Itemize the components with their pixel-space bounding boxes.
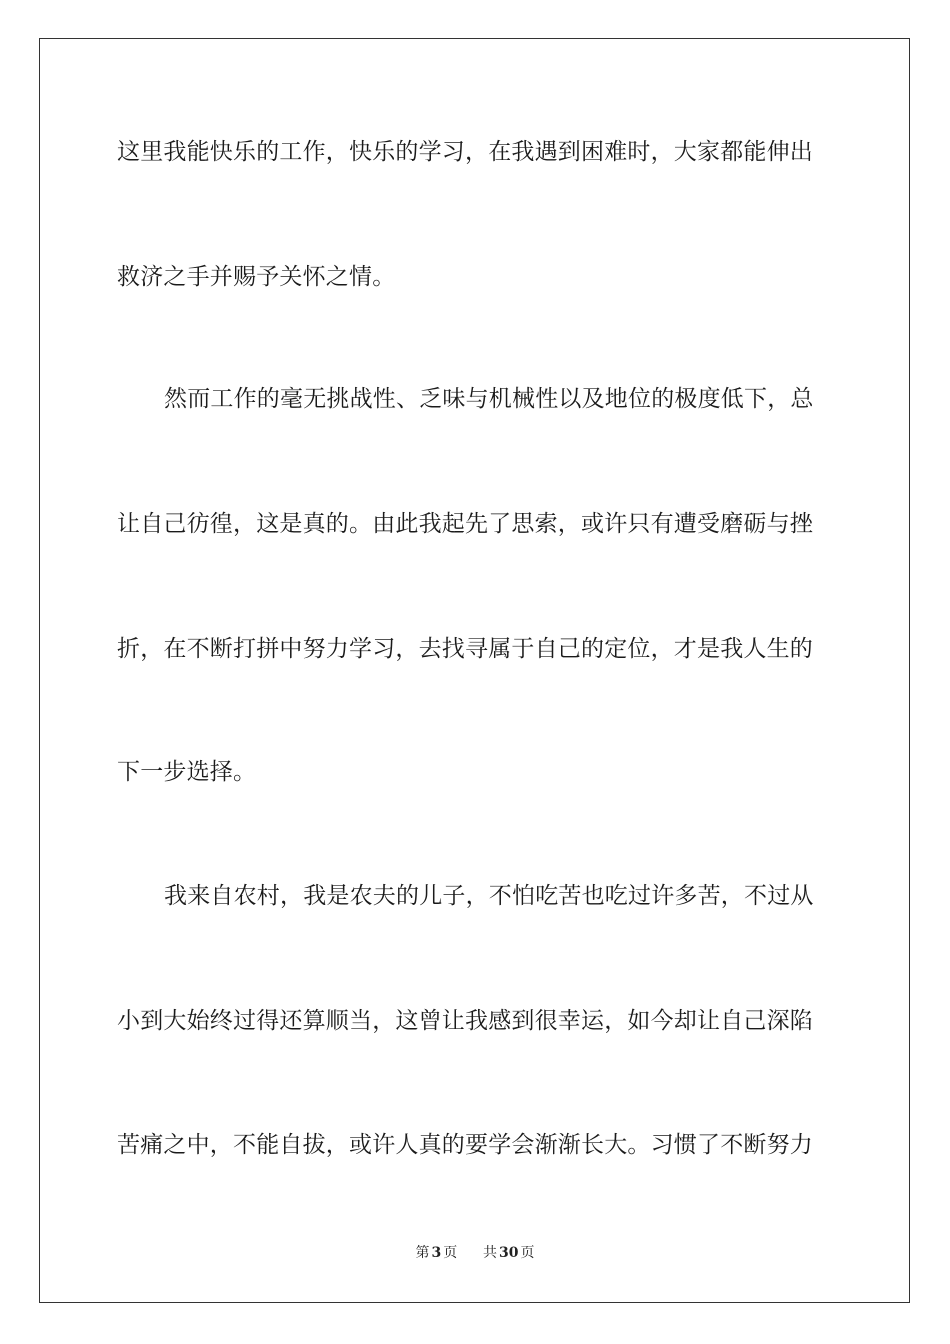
text-line-5: 折，在不断打拼中努力学习，去找寻属于自己的定位，才是我人生的 <box>117 636 813 662</box>
page-number <box>413 1245 459 1261</box>
text-line-7: 我来自农村，我是农夫的儿子，不怕吃苦也吃过许多苦，不过从 <box>164 883 814 909</box>
text-line-8: 小到大始终过得还算顺当，这曾让我感到很幸运，如今却让自己深陷 <box>117 1008 813 1034</box>
text-line-1: 这里我能快乐的工作，快乐的学习，在我遇到困难时，大家都能伸出 <box>117 139 813 165</box>
text-line-6: 下一步选择。 <box>117 759 257 785</box>
page-footer <box>0 1244 950 1262</box>
page-suffix: 页 <box>443 1245 458 1261</box>
page-border <box>39 38 910 1303</box>
total-suffix: 页 <box>520 1245 535 1261</box>
page-total <box>481 1245 536 1261</box>
text-line-4: 让自己彷徨，这是真的。由此我起先了思索，或许只有遭受磨砺与挫 <box>117 511 813 537</box>
current-page: 3 <box>431 1245 442 1261</box>
text-line-2: 救济之手并赐予关怀之情。 <box>117 264 396 290</box>
page-prefix: 第 <box>415 1245 430 1261</box>
text-line-3: 然而工作的毫无挑战性、乏味与机械性以及地位的极度低下，总 <box>164 386 814 412</box>
total-pages: 30 <box>499 1245 519 1261</box>
text-line-9: 苦痛之中，不能自拔，或许人真的要学会渐渐长大。习惯了不断努力 <box>117 1132 813 1158</box>
total-prefix: 共 <box>483 1245 498 1261</box>
